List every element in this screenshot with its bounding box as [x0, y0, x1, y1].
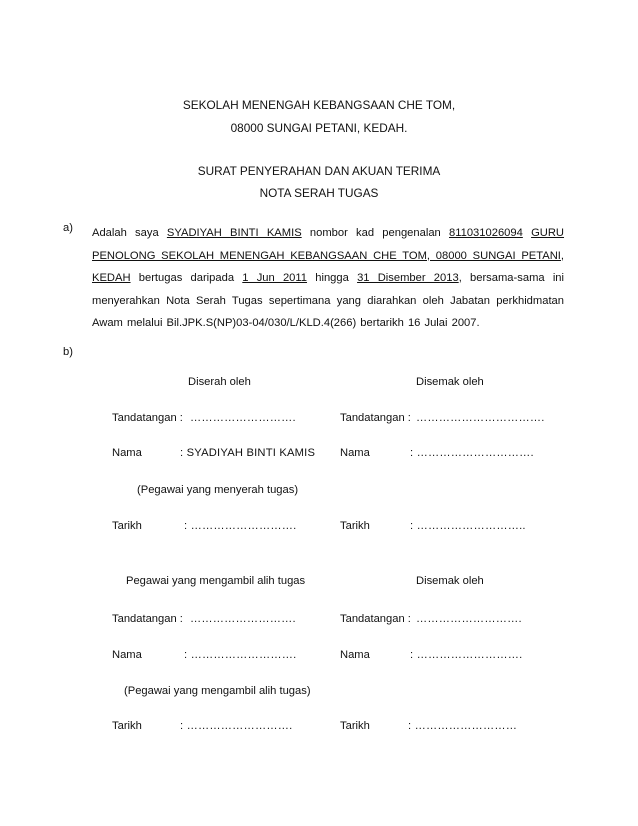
name-value: : SYADIYAH BINTI KAMIS: [180, 447, 316, 459]
name-label: Nama: [112, 649, 142, 661]
date-label: Tarikh: [112, 720, 142, 732]
text: Adalah saya: [92, 227, 159, 239]
date-field: : ……………………….: [184, 520, 297, 532]
signature-field: ……………………….: [416, 613, 522, 625]
reviewed-by-heading: Disemak oleh: [416, 575, 484, 587]
section-a-paragraph: [92, 222, 564, 335]
date-label: Tarikh: [340, 520, 370, 532]
letter-title: SURAT PENYERAHAN DAN AKUAN TERIMA: [197, 164, 441, 178]
handover-by-heading: Diserah oleh: [188, 376, 251, 388]
ic-number: 811031026094: [449, 227, 523, 239]
signature-label: Tandatangan :: [112, 613, 183, 625]
section-a-marker: a): [63, 222, 73, 234]
name-label: Nama: [340, 649, 370, 661]
text: , bersama-sama ini menyerahkan Nota Serah Tugas sepertimana yang diarahkan oleh Jabatan perkhidmatan Awam melalui Bil.JPK.S(NP)03-04/030/L/KLD.4(266) bertarikh 16 Julai 2007.: [92, 272, 565, 330]
date-field: : ………………………: [408, 720, 518, 732]
signature-field: ……………………….: [190, 412, 296, 424]
signature-label: Tandatangan :: [340, 412, 411, 424]
name-field: : ………………………….: [410, 447, 534, 459]
officer-position: GURU PENOLONG SEKOLAH MENENGAH KEBANGSAAN CHE TOM, 08000 SUNGAI PETANI, KEDAH: [92, 227, 565, 285]
signature-field: …………………………….: [416, 412, 545, 424]
school-name-line: SEKOLAH MENENGAH KEBANGSAAN CHE TOM,: [182, 98, 456, 112]
date-field: : ………………………..: [410, 520, 526, 532]
signature-label: Tandatangan :: [340, 613, 411, 625]
reviewed-by-heading: Disemak oleh: [416, 376, 484, 388]
name-field: : ……………………….: [184, 649, 297, 661]
date-from: 1 Jun 2011: [242, 272, 308, 285]
name-label: Nama: [340, 447, 370, 459]
takeover-officer-heading: Pegawai yang mengambil alih tugas: [126, 575, 306, 587]
letter-subtitle: NOTA SERAH TUGAS: [259, 186, 379, 200]
date-field: : ……………………….: [180, 720, 293, 732]
text: bertugas daripada: [138, 272, 235, 285]
signature-label: Tandatangan :: [112, 412, 183, 424]
officer-note: (Pegawai yang mengambil alih tugas): [124, 685, 311, 697]
date-label: Tarikh: [340, 720, 370, 732]
section-b-marker: b): [63, 346, 73, 358]
date-label: Tarikh: [112, 520, 142, 532]
school-address-line: 08000 SUNGAI PETANI, KEDAH.: [230, 121, 408, 135]
name-label: Nama: [112, 447, 142, 459]
text: hingga: [315, 272, 349, 285]
name-field: : ……………………….: [410, 649, 523, 661]
officer-name: SYADIYAH BINTI KAMIS: [166, 227, 302, 239]
signature-field: ……………………….: [190, 613, 296, 625]
text: nombor kad pengenalan: [309, 227, 441, 239]
officer-note: (Pegawai yang menyerah tugas): [137, 484, 299, 496]
date-to: 31 Disember 2013: [357, 272, 459, 285]
